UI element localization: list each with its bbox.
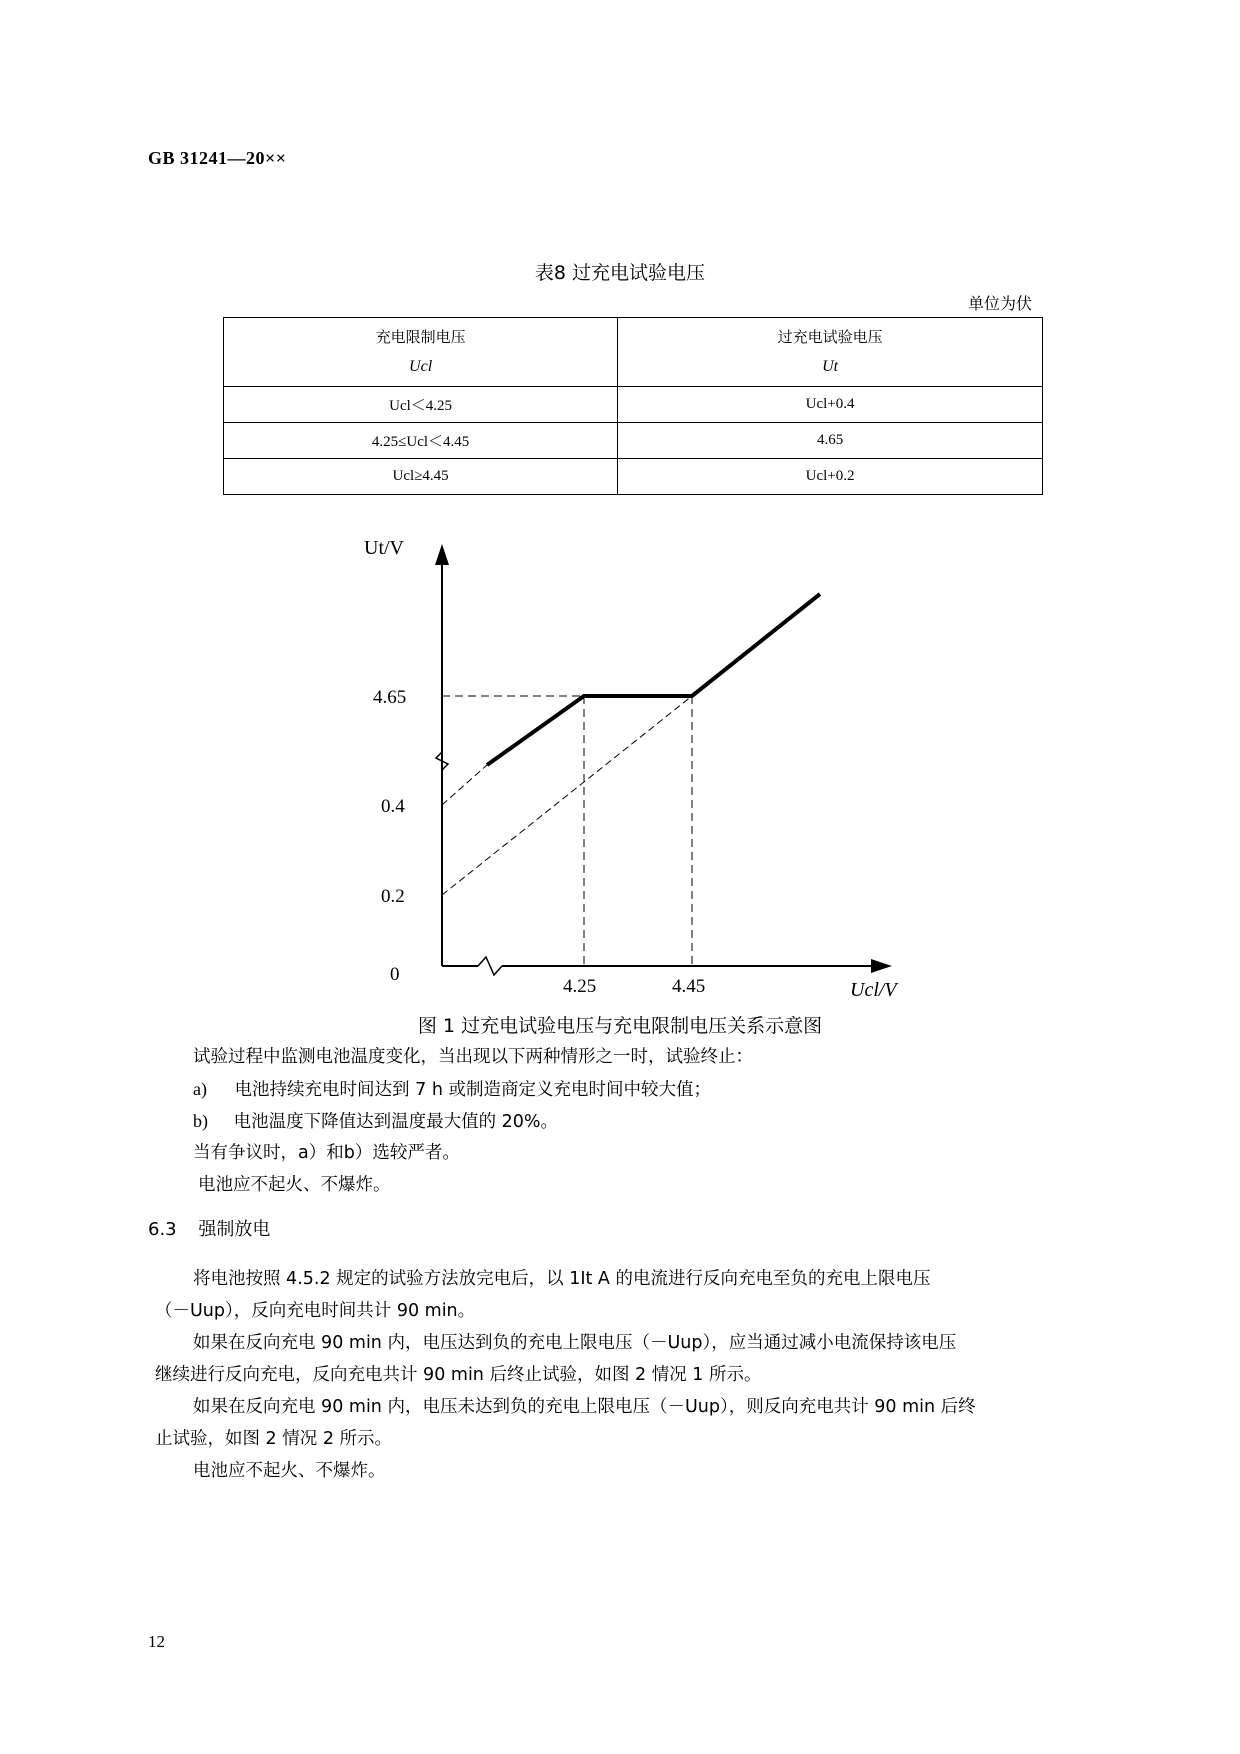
extension-offset-0-4	[442, 765, 487, 805]
paragraph-line: 继续进行反向充电，反向充电共计 90 min 后终止试验，如图 2 情况 1 所示。	[155, 1365, 762, 1385]
figure-caption: 图 1 过充电试验电压与充电限制电压关系示意图	[417, 1015, 823, 1037]
table-caption: 表8 过充电试验电压	[534, 262, 706, 284]
header-title: 过充电试验电压	[777, 328, 883, 346]
paragraph-line: 如果在反向充电 90 min 内，电压达到负的充电上限电压（－Uup），应当通过减小电流保持该电压	[193, 1333, 957, 1353]
paragraph-intro: 试验过程中监测电池温度变化，当出现以下两种情形之一时，试验终止：	[193, 1047, 753, 1067]
table-header-row	[224, 318, 1043, 387]
list-item-letter: b)	[193, 1111, 208, 1131]
y-tick-label: 0.2	[381, 886, 405, 907]
extension-offset-0-2	[442, 696, 692, 895]
header-cell-charge-limit	[224, 318, 618, 387]
x-axis-arrow	[871, 959, 892, 973]
paragraph-result: 电池应不起火、不爆炸。	[198, 1175, 391, 1195]
paragraph-dispute: 当有争议时，a）和b）选较严者。	[193, 1143, 460, 1163]
page-number: 12	[148, 1632, 165, 1651]
x-axis-label: Ucl/V	[850, 979, 897, 1001]
header-symbol: Ut	[822, 358, 839, 375]
table-row	[224, 423, 1043, 459]
paragraph-line: （－Uup），反向充电时间共计 90 min。	[155, 1301, 476, 1321]
y-tick-label: 4.65	[373, 687, 407, 708]
table-cell: Ucl＜4.25	[224, 387, 618, 423]
overcharge-voltage-table	[223, 317, 1043, 495]
list-item	[193, 1075, 711, 1104]
standard-code: GB 31241—20××	[148, 148, 287, 168]
list-item-text: 电池持续充电时间达到 7 h 或制造商定义充电时间中较大值；	[234, 1080, 711, 1100]
x-tick-label: 4.45	[672, 976, 706, 997]
table-row	[224, 459, 1043, 495]
table-cell: Ucl≥4.45	[224, 459, 618, 495]
paragraph-line: 如果在反向充电 90 min 内，电压未达到负的充电上限电压（－Uup），则反向充电共计 90 min 后终	[193, 1397, 976, 1417]
paragraph-result: 电池应不起火、不爆炸。	[193, 1461, 386, 1481]
header-symbol: Ucl	[409, 358, 433, 375]
figure-1-diagram	[0, 520, 1240, 1010]
y-axis-arrow	[435, 544, 449, 565]
section-number: 6.3	[148, 1219, 177, 1240]
paragraph-line: 将电池按照 4.5.2 规定的试验方法放完电后，以 1It A 的电流进行反向充电至负的充电上限电压	[193, 1269, 931, 1289]
header-cell-test-voltage	[618, 318, 1043, 387]
y-tick-label: 0.4	[381, 796, 405, 817]
paragraph-line: 止试验，如图 2 情况 2 所示。	[155, 1429, 393, 1449]
y-tick-label: 0	[390, 964, 400, 985]
list-item-text: 电池温度下降值达到温度最大值的 20%。	[233, 1112, 559, 1132]
header-title: 充电限制电压	[375, 328, 466, 346]
list-item	[193, 1107, 558, 1136]
table-cell: Ucl+0.2	[618, 459, 1043, 495]
table-cell: 4.65	[618, 423, 1043, 459]
table-row	[224, 387, 1043, 423]
x-axis-break	[478, 957, 502, 975]
unit-note: 单位为伏	[967, 294, 1032, 313]
x-tick-label: 4.25	[563, 976, 597, 997]
table-cell: 4.25≤Ucl＜4.45	[224, 423, 618, 459]
test-voltage-curve	[487, 594, 820, 765]
section-heading	[148, 1215, 270, 1241]
table-cell: Ucl+0.4	[618, 387, 1043, 423]
y-axis-label: Ut/V	[364, 537, 404, 559]
list-item-letter: a)	[193, 1079, 207, 1099]
section-title: 强制放电	[198, 1219, 271, 1240]
